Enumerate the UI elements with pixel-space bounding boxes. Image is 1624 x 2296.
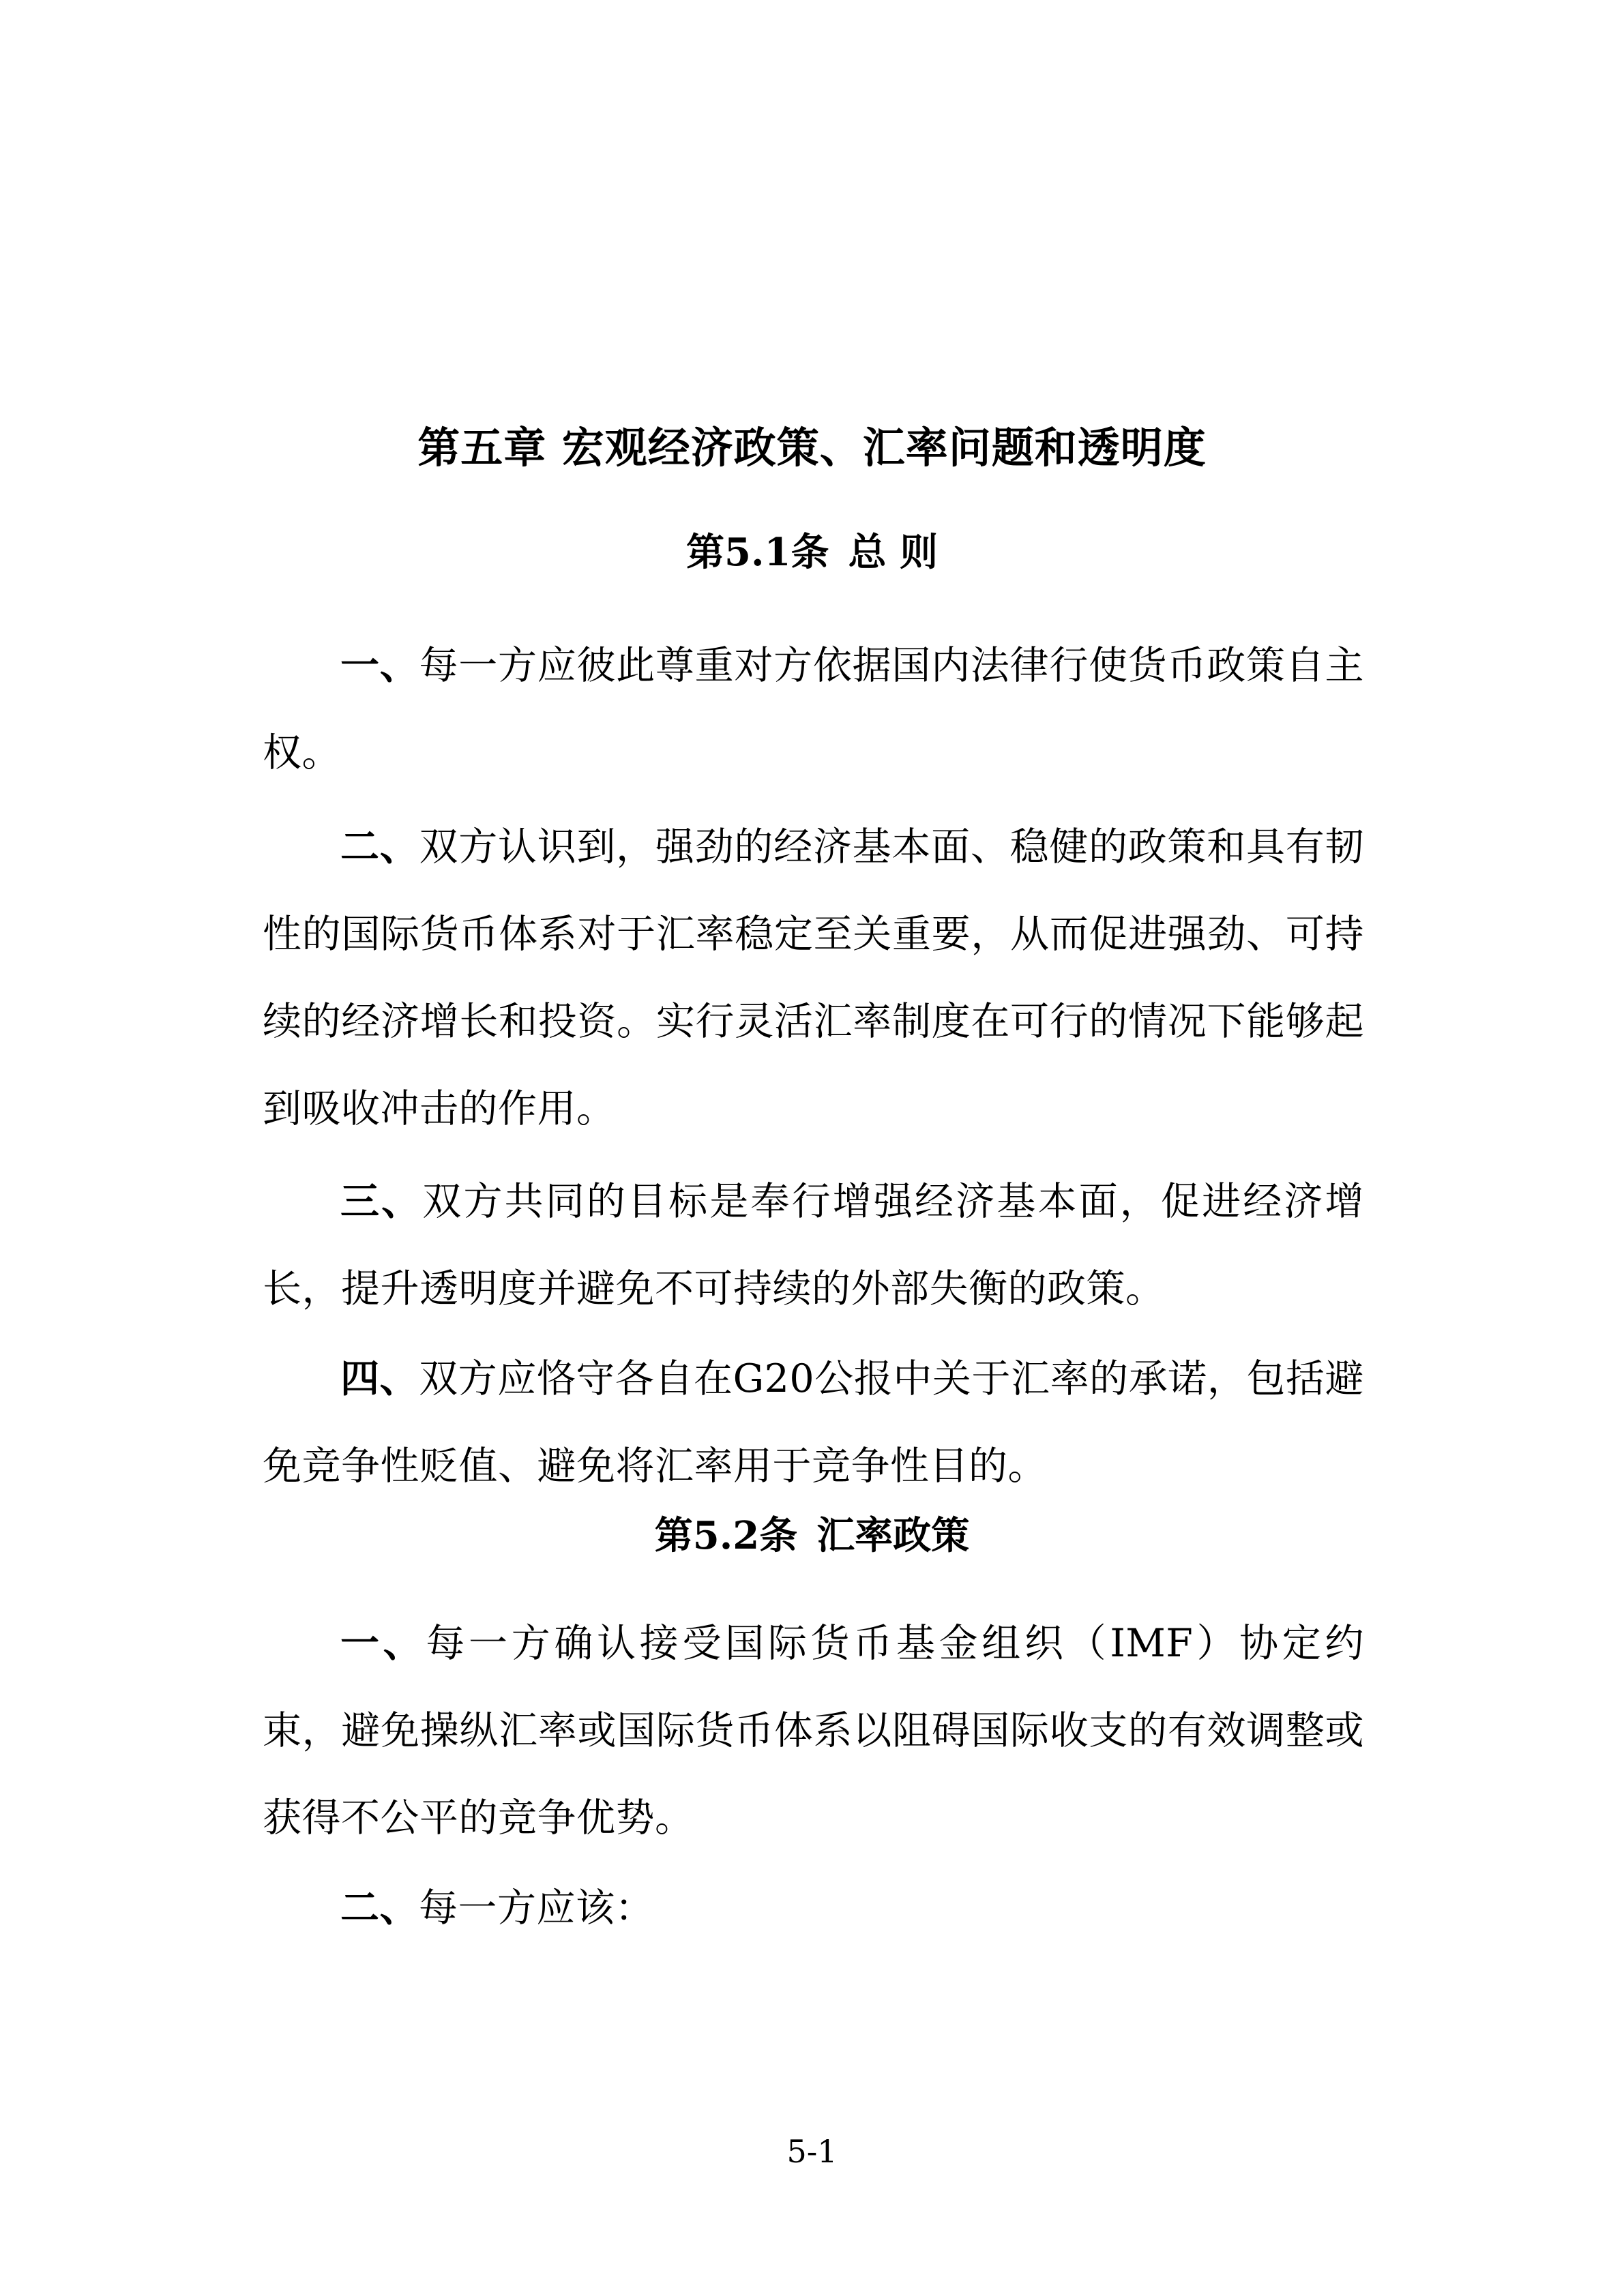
paragraph-text: 每一方应该： xyxy=(419,1885,654,1930)
paragraph-text: 双方应恪守各自在G20公报中关于汇率的承诺，包括避免竞争性贬值、避免将汇率用于竞争性目的。 xyxy=(263,1356,1365,1489)
article-title: 汇率政策 xyxy=(816,1513,970,1558)
paragraph xyxy=(263,622,1364,796)
paragraph-lead: 二、 xyxy=(340,1885,419,1930)
paragraph-text: 每一方应彼此尊重对方依据国内法律行使货币政策自主权。 xyxy=(263,643,1365,775)
paragraph-lead: 二、 xyxy=(340,824,419,869)
paragraph xyxy=(263,1864,1364,1952)
paragraph-lead: 三、 xyxy=(340,1178,423,1224)
article-number: 第5.1条 xyxy=(686,530,829,575)
paragraph-lead: 一、 xyxy=(340,642,419,688)
paragraph-text: 双方认识到，强劲的经济基本面、稳健的政策和具有韧性的国际货币体系对于汇率稳定至关重要，从而促进强劲、可持续的经济增长和投资。实行灵活汇率制度在可行的情况下能够起到吸收冲击的作用。 xyxy=(263,824,1365,1131)
paragraph-lead: 四、 xyxy=(340,1356,419,1401)
article-number: 第5.2条 xyxy=(654,1513,798,1558)
article-heading-5-2 xyxy=(0,1508,1624,1563)
paragraph-lead: 一、 xyxy=(340,1620,426,1666)
paragraph xyxy=(263,1600,1364,1862)
page-number: 5-1 xyxy=(786,2133,838,2170)
chapter-title: 第五章 宏观经济政策、汇率问题和透明度 xyxy=(417,423,1207,473)
paragraph xyxy=(263,1158,1364,1332)
article-title: 总 则 xyxy=(848,530,938,575)
article-heading-5-1 xyxy=(0,525,1624,580)
paragraph-text: 每一方确认接受国际货币基金组织（IMF）协定约束，避免操纵汇率或国际货币体系以阻碍国际收支的有效调整或获得不公平的竞争优势。 xyxy=(263,1621,1364,1840)
paragraph-text: 双方共同的目标是奉行增强经济基本面，促进经济增长，提升透明度并避免不可持续的外部失衡的政策。 xyxy=(263,1179,1365,1311)
paragraph xyxy=(263,803,1364,1152)
paragraph xyxy=(263,1335,1364,1510)
